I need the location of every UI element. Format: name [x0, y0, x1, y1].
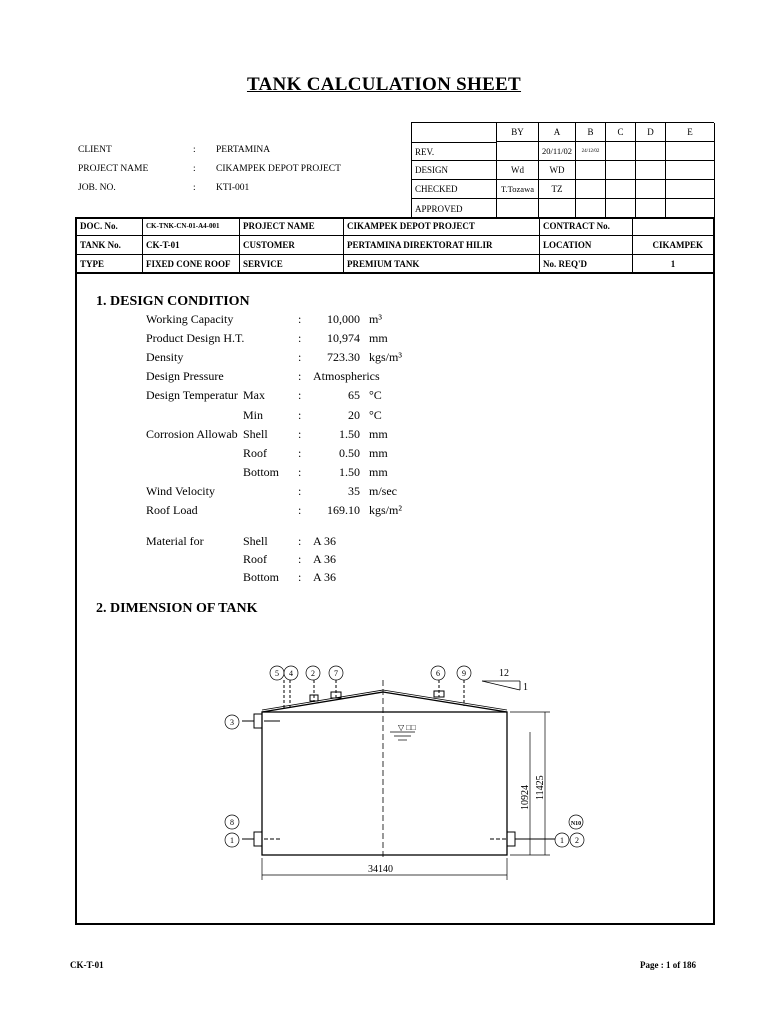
material-value: A 36 — [313, 552, 337, 566]
nozzle-tag: 7 — [334, 669, 338, 678]
condition-unit: m³ — [369, 312, 382, 326]
customer-label: CUSTOMER — [240, 236, 344, 255]
liquid-level-mark — [390, 732, 415, 740]
colon: : — [298, 331, 302, 346]
liquid-height-label: 10924 — [520, 785, 531, 810]
checked-label: CHECKED — [412, 180, 497, 199]
condition-label: Design Temperatur — [146, 388, 238, 403]
colon: : — [193, 145, 196, 155]
project-value: CIKAMPEK DEPOT PROJECT — [216, 164, 341, 174]
condition-unit: kgs/m² — [369, 503, 402, 517]
approved-e — [666, 199, 715, 219]
colon: : — [298, 388, 302, 403]
level-mark-label: ▽ □□ — [398, 723, 416, 732]
design-a: WD — [539, 161, 576, 180]
doc-no-label: DOC. No. — [77, 217, 143, 236]
nozzle-tag: N10 — [570, 821, 582, 827]
customer-value: PERTAMINA DIREKTORAT HILIR — [344, 236, 540, 255]
nozzle-tag: 5 — [275, 669, 279, 678]
colon: : — [298, 407, 302, 422]
rev-d — [636, 142, 666, 161]
design-e — [666, 161, 715, 180]
rev-header-b: B — [576, 123, 606, 142]
rev-corner — [412, 123, 497, 142]
condition-sublabel: Min — [243, 407, 264, 422]
type-label: TYPE — [77, 255, 143, 272]
colon: : — [298, 552, 302, 566]
material-part: Roof — [243, 552, 267, 566]
colon: : — [193, 183, 196, 193]
condition-label: Corrosion Allowab — [146, 426, 238, 441]
nozzle-tag: 9 — [462, 669, 466, 678]
approved-by — [497, 199, 539, 219]
checked-b — [576, 180, 606, 199]
rev-header-c: C — [606, 123, 636, 142]
condition-unit: mm — [369, 464, 388, 479]
type-value: FIXED CONE ROOF — [143, 255, 240, 272]
tank-no-label: TANK No. — [77, 236, 143, 255]
colon: : — [298, 503, 302, 517]
colon: : — [193, 164, 196, 174]
tank-drawing — [220, 660, 600, 885]
material-part: Shell — [243, 534, 268, 548]
checked-a: TZ — [539, 180, 576, 199]
nozzle-tag: 2 — [311, 669, 315, 678]
condition-label: Wind Velocity — [146, 483, 215, 498]
tank-shell — [262, 712, 507, 855]
doc-no-value: CK-TNK-CN-01-A4-001 — [143, 217, 240, 236]
condition-value: 10,000 — [327, 312, 360, 326]
approved-a — [539, 199, 576, 219]
material-value: A 36 — [313, 534, 337, 548]
nozzle-tag: 6 — [436, 669, 440, 678]
design-b — [576, 161, 606, 180]
client-value: PERTAMINA — [216, 145, 271, 155]
condition-unit: °C — [369, 388, 382, 403]
condition-unit: mm — [369, 426, 388, 441]
nozzle-tag: 4 — [289, 669, 293, 678]
condition-sublabel: Roof — [243, 445, 267, 460]
footer-page-number: Page : 1 of 186 — [640, 960, 696, 970]
doc-info-table — [77, 217, 713, 274]
colon: : — [298, 369, 302, 384]
condition-value: 65 — [348, 388, 360, 403]
section-heading-design-condition: 1. DESIGN CONDITION — [96, 294, 250, 309]
design-c — [606, 161, 636, 180]
rev-header-d: D — [636, 123, 666, 142]
no-reqd-value: 1 — [670, 258, 676, 269]
page-title: TANK CALCULATION SHEET — [246, 74, 522, 95]
rev-a: 20/11/02 — [539, 142, 576, 161]
condition-unit: m/sec — [369, 483, 397, 498]
rev-b: 24/12/02 — [576, 142, 606, 161]
condition-label: Design Pressure — [146, 369, 224, 384]
checked-d — [636, 180, 666, 199]
no-reqd-label: No. REQ'D — [540, 255, 633, 272]
contract-label: CONTRACT No. — [540, 217, 633, 236]
job-value: KTI-001 — [216, 183, 250, 193]
nozzle-tag: 2 — [575, 836, 579, 845]
nozzle-tag: 3 — [230, 718, 234, 727]
nozzle-tag: 1 — [230, 836, 234, 845]
condition-unit: mm — [369, 445, 388, 460]
rev-header-e: E — [666, 123, 715, 142]
colon: : — [298, 570, 302, 584]
design-by: Wd — [497, 161, 539, 180]
nozzle-tag: 8 — [230, 818, 234, 827]
condition-value: 1.50 — [339, 464, 360, 479]
shell-height-label: 11425 — [535, 775, 546, 800]
colon: : — [298, 350, 302, 365]
tank-roof — [262, 690, 507, 712]
rev-header-a: A — [539, 123, 576, 142]
condition-unit: Atmospherics — [313, 369, 380, 384]
condition-value: 35 — [348, 483, 360, 498]
approved-label: APPROVED — [412, 199, 497, 219]
rev-c — [606, 142, 636, 161]
condition-value: 1.50 — [339, 426, 360, 441]
nozzle-tags-top — [270, 666, 471, 680]
condition-label: Density — [146, 350, 184, 365]
condition-label: Product Design H.T. — [146, 331, 245, 346]
approved-c — [606, 199, 636, 219]
service-value: PREMIUM TANK — [344, 255, 540, 272]
checked-e — [666, 180, 715, 199]
colon: : — [298, 534, 302, 548]
rev-by — [497, 142, 539, 161]
approved-d — [636, 199, 666, 219]
condition-value: 20 — [348, 407, 360, 422]
condition-unit: mm — [369, 331, 388, 346]
tank-no-value: CK-T-01 — [143, 236, 240, 255]
condition-sublabel: Max — [243, 388, 265, 403]
section-heading-dimension: 2. DIMENSION OF TANK — [96, 601, 258, 616]
slope-rise: 1 — [523, 682, 528, 693]
material-label: Material for — [146, 534, 204, 548]
condition-value: 169.10 — [327, 503, 360, 517]
rev-label: REV. — [412, 142, 497, 161]
rev-header-by: BY — [497, 123, 539, 142]
material-part: Bottom — [243, 570, 280, 584]
project-name-label: PROJECT NAME — [240, 217, 344, 236]
material-value: A 36 — [313, 570, 337, 584]
client-label: CLIENT — [78, 145, 112, 155]
condition-label: Roof Load — [146, 503, 198, 517]
service-label: SERVICE — [240, 255, 344, 272]
design-label: DESIGN — [412, 161, 497, 180]
condition-unit: °C — [369, 407, 382, 422]
checked-by: T.Tozawa — [497, 180, 539, 199]
job-label: JOB. NO. — [78, 183, 116, 193]
location-value: CIKAMPEK — [633, 236, 713, 255]
contract-value — [633, 217, 713, 236]
nozzle-tag: 1 — [560, 836, 564, 845]
checked-c — [606, 180, 636, 199]
condition-value: 0.50 — [339, 445, 360, 460]
condition-sublabel: Shell — [243, 426, 268, 441]
roof-slope-indicator — [482, 681, 520, 690]
project-label: PROJECT NAME — [78, 164, 149, 174]
colon: : — [298, 445, 302, 460]
approved-b — [576, 199, 606, 219]
condition-sublabel: Bottom — [243, 464, 280, 479]
footer-doc-id: CK-T-01 — [70, 960, 104, 970]
design-d — [636, 161, 666, 180]
colon: : — [298, 312, 302, 326]
diameter-label: 34140 — [368, 864, 393, 875]
colon: : — [298, 483, 302, 498]
condition-value: 723.30 — [327, 350, 360, 365]
colon: : — [298, 464, 302, 479]
condition-label: Working Capacity — [146, 312, 234, 326]
rev-e — [666, 142, 715, 161]
slope-run: 12 — [499, 668, 509, 679]
project-name-value: CIKAMPEK DEPOT PROJECT — [344, 217, 540, 236]
colon: : — [298, 426, 302, 441]
revision-table — [411, 122, 714, 218]
location-label: LOCATION — [540, 236, 633, 255]
condition-unit: kgs/m³ — [369, 350, 402, 365]
condition-value: 10,974 — [327, 331, 360, 346]
